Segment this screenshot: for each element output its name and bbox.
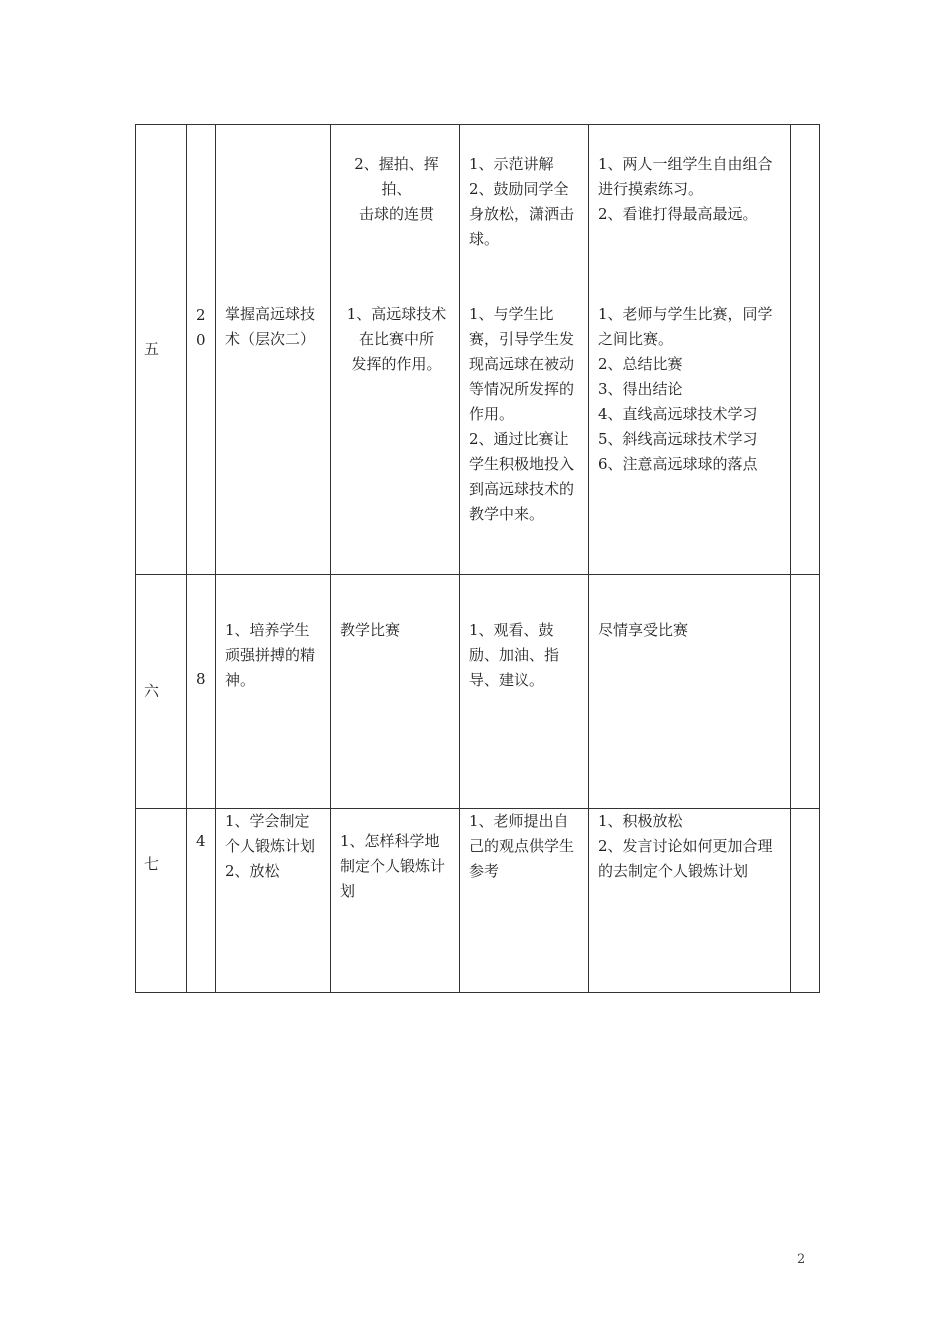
section-label: 七 xyxy=(144,855,160,873)
student-activity-cell xyxy=(589,575,791,809)
section-label: 六 xyxy=(144,682,160,700)
student-activity-cell xyxy=(589,809,791,993)
teacher-activity-text: 1、观看、鼓励、加油、指导、建议。 xyxy=(469,621,560,689)
teacher-activity-cell xyxy=(460,125,589,575)
table-row xyxy=(136,575,820,809)
lesson-plan-table xyxy=(135,124,820,993)
content-cell xyxy=(331,809,460,993)
goal-text: 掌握高远球技术（层次二） xyxy=(225,305,316,348)
note-cell xyxy=(791,575,820,809)
goal-cell xyxy=(216,575,331,809)
teacher-activity-cell xyxy=(460,575,589,809)
goal-text: 1、学会制定个人锻炼计划 2、放松 xyxy=(225,812,316,880)
table-row xyxy=(136,809,820,993)
minutes-cell xyxy=(187,809,216,993)
section-label: 五 xyxy=(144,340,160,358)
teacher-activity-text: 1、与学生比赛，引导学生发现高远球在被动等情况所发挥的作用。 2、通过比赛让学生积极地投入到高远球技术的教学中来。 xyxy=(469,305,575,523)
content-text: 1、怎样科学地制定个人锻炼计划 xyxy=(340,832,446,900)
note-cell xyxy=(791,809,820,993)
minutes-value: 2 0 xyxy=(196,306,206,349)
student-activity-text: 1、两人一组学生自由组合进行摸索练习。 2、看谁打得最高最远。 xyxy=(598,155,773,223)
section-cell xyxy=(136,809,187,993)
student-activity-text: 1、积极放松 2、发言讨论如何更加合理的去制定个人锻炼计划 xyxy=(598,812,773,880)
goal-cell xyxy=(216,809,331,993)
content-text: 2、握拍、挥拍、 击球的连贯 xyxy=(354,155,439,223)
teacher-activity-text: 1、示范讲解 2、鼓励同学全身放松，潇洒击球。 xyxy=(469,155,575,248)
student-activity-cell xyxy=(589,125,791,575)
section-cell xyxy=(136,575,187,809)
minutes-cell xyxy=(187,575,216,809)
content-cell xyxy=(331,125,460,575)
goal-cell xyxy=(216,125,331,575)
content-text: 教学比赛 xyxy=(340,621,401,639)
minutes-cell xyxy=(187,125,216,575)
teacher-activity-text: 1、老师提出自己的观点供学生参考 xyxy=(469,812,575,880)
page-number: 2 xyxy=(797,1252,806,1267)
minutes-value: 8 xyxy=(196,670,206,688)
student-activity-text: 尽情享受比赛 xyxy=(598,621,689,639)
minutes-value: 4 xyxy=(196,832,206,850)
content-text: 1、高远球技术 在比赛中所 发挥的作用。 xyxy=(346,305,447,373)
table-row xyxy=(136,125,820,575)
teacher-activity-cell xyxy=(460,809,589,993)
section-cell xyxy=(136,125,187,575)
student-activity-text: 1、老师与学生比赛，同学之间比赛。 2、总结比赛 3、得出结论 4、直线高远球技术学习 5、斜线高远球技术学习 6、注意高远球球的落点 xyxy=(598,305,773,473)
goal-text: 1、培养学生顽强拼搏的精神。 xyxy=(225,621,316,689)
note-cell xyxy=(791,125,820,575)
content-cell xyxy=(331,575,460,809)
